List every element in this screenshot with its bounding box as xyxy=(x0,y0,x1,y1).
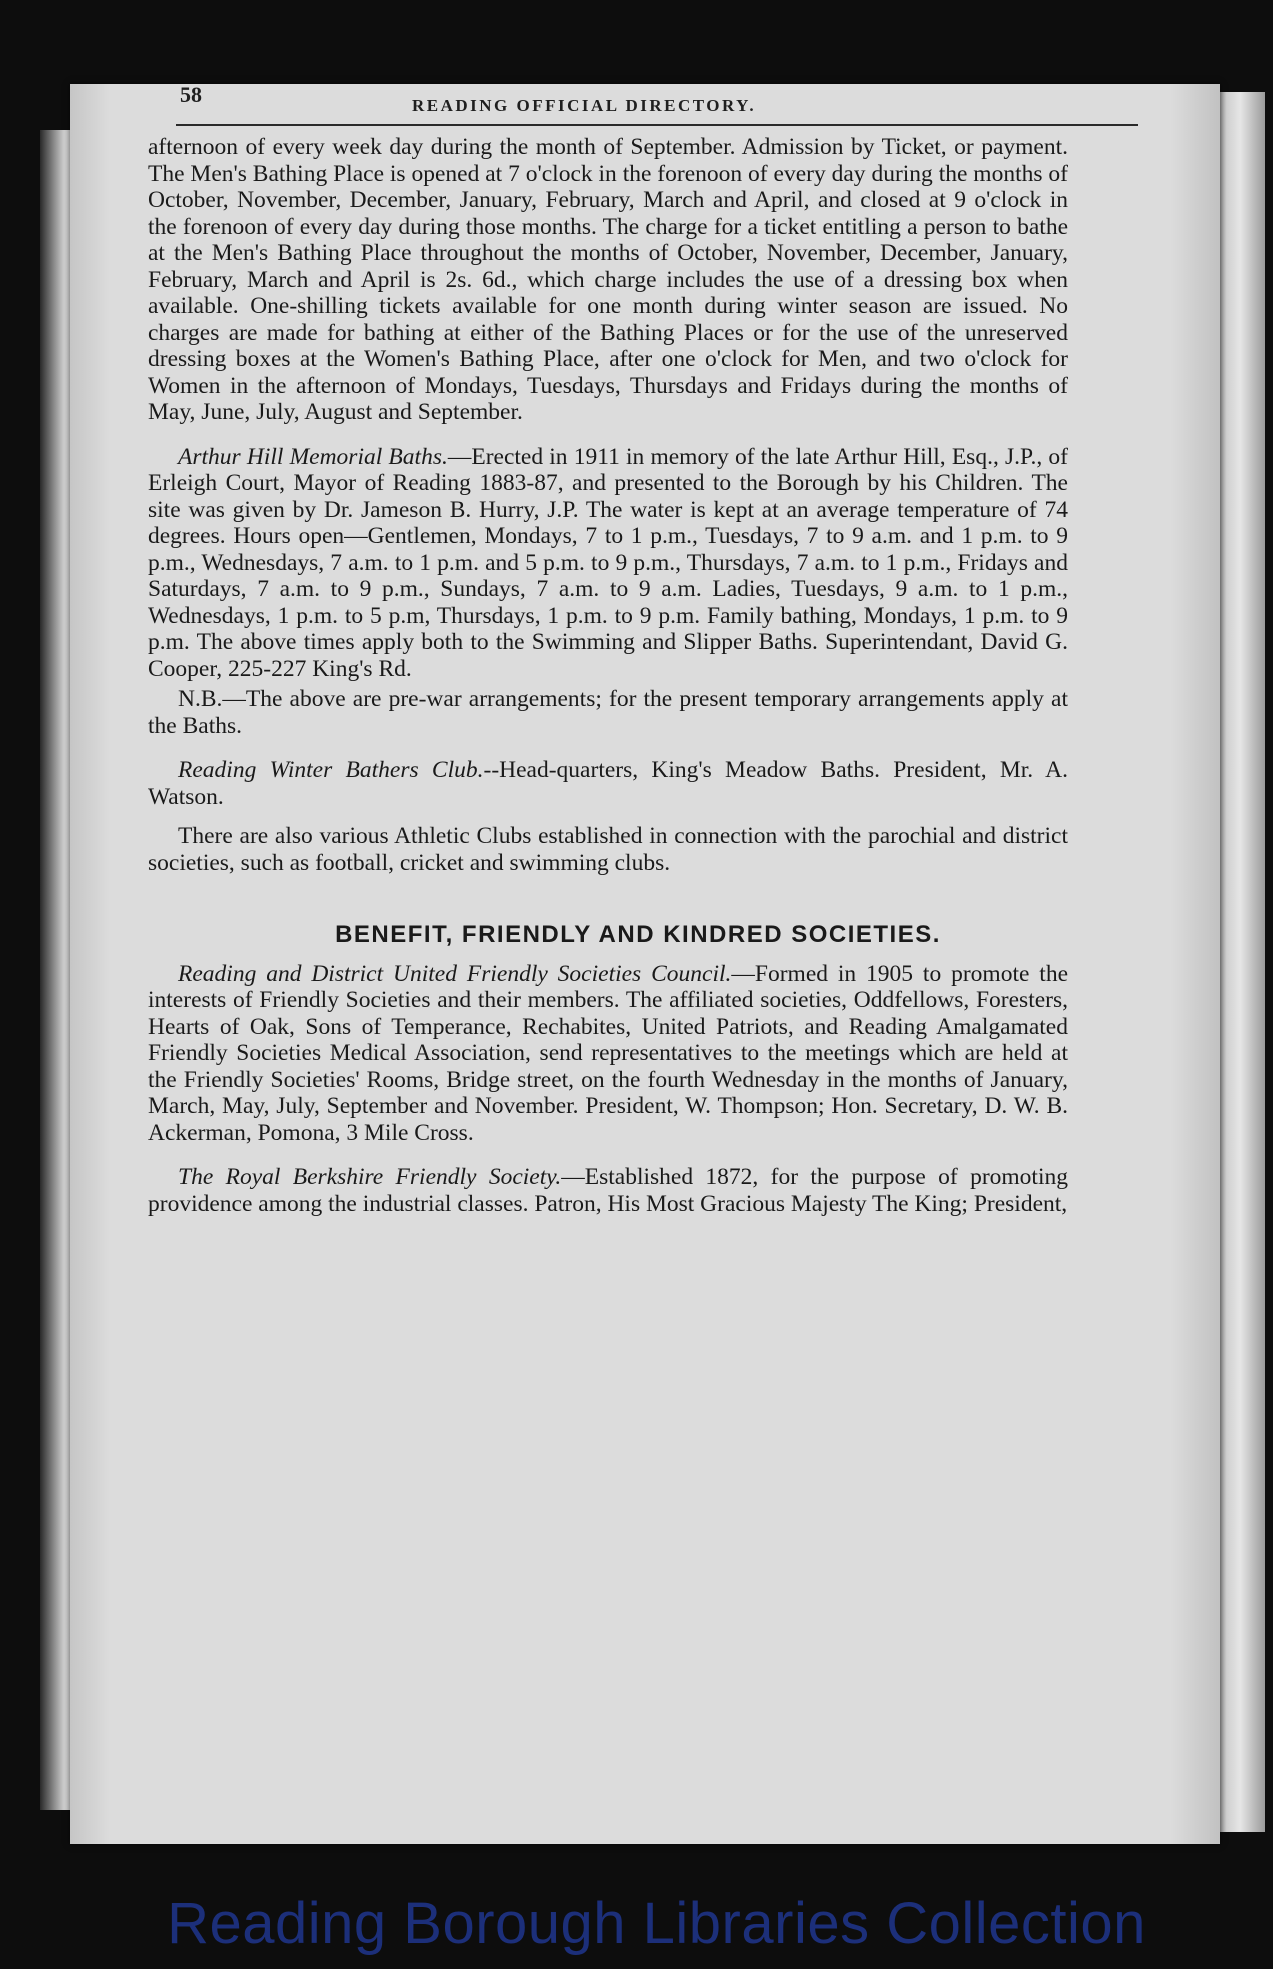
running-title: READING OFFICIAL DIRECTORY. xyxy=(412,96,757,115)
entry-title: Reading Winter Bathers Club. xyxy=(178,757,484,783)
paragraph-bathing-place: afternoon of every week day during the month of September. Admission by Ticket, or payment. The Men's Bathing Place is opened at 7 o'clock in the forenoon of every day during the months of October, November, December, January, February, March and April, and closed at 9 o'clock in the forenoon of every day during those months. The charge for a ticket entitling a person to bathe at the Men's Bathing Place throughout the months of October, November, December, January, February, March and April is 2s. 6d., which charge includes the use of a dressing box when available. One-shilling tickets available for one month during winter season are issued. No charges are made for bathing at either of the Bathing Places or for the use of the unreserved dressing boxes at the Women's Bathing Place, after one o'clock for Men, and two o'clock for Women in the afternoon of Mondays, Tuesdays, Thursdays and Fridays during the months of May, June, July, August and September. xyxy=(148,134,1068,425)
entry-body: —Formed in 1905 to promote the interests of Friendly Societies and their members. The affiliated societies, Oddfellows, Foresters, Hearts of Oak, Sons of Temperance, Rechabites, United Patriots, and Reading Amalgamated Friendly Societies Medical Association, send representatives to the meetings which are held at the Friendly Societies' Rooms, Bridge street, on the fourth Wednesday in the months of January, March, May, July, September and November. President, W. Thompson; Hon. Secretary, D. W. B. Ackerman, Pomona, 3 Mile Cross. xyxy=(148,960,1069,1146)
entry-title: The Royal Berkshire Friendly Society. xyxy=(178,1164,562,1190)
page-body xyxy=(148,134,1068,1217)
page-number: 58 xyxy=(180,82,202,107)
header-rule xyxy=(176,124,1138,126)
section-heading: BENEFIT, FRIENDLY AND KINDRED SOCIETIES. xyxy=(335,921,941,948)
collection-watermark: Reading Borough Libraries Collection xyxy=(167,1891,1146,1956)
paragraph-arthur-hill-baths xyxy=(148,444,1068,683)
paragraph-friendly-societies-council xyxy=(148,961,1068,1147)
paragraph-royal-berkshire-society xyxy=(148,1164,1068,1217)
entry-body: —Erected in 1911 in memory of the late Arthur Hill, Esq., J.P., of Erleigh Court, Mayor of Reading 1883-87, and presented to the Borough by his Children. The site was given by Dr. Jameson B. Hurry, J.P. The water is kept at an average temperature of 74 degrees. Hours open—Gentlemen, Mondays, 7 to 1 p.m., Tuesdays, 7 to 9 a.m. and 1 p.m. to 9 p.m., Wednesdays, 7 a.m. to 1 p.m. and 5 p.m. to 9 p.m., Thursdays, 7 a.m. to 1 p.m., Fridays and Saturdays, 7 a.m. to 9 p.m., Sundays, 7 a.m. to 9 a.m. Ladies, Tuesdays, 9 a.m. to 1 p.m., Wednesdays, 1 p.m. to 5 p.m, Thursdays, 1 p.m. to 9 p.m. Family bathing, Mondays, 1 p.m. to 9 p.m. The above times apply both to the Swimming and Slipper Baths. Superintendant, David G. Cooper, 225-227 King's Rd. xyxy=(148,443,1068,682)
paragraph-athletic-clubs: There are also various Athletic Clubs established in connection with the parochial and district societies, such as football, cricket and swimming clubs. xyxy=(148,823,1068,876)
paragraph-nota-bene: N.B.—The above are pre-war arrangements; for the present temporary arrangements apply at the Baths. xyxy=(148,686,1068,739)
entry-body: --Head-quarters, King's Meadow Baths. President, Mr. A. Watson. xyxy=(148,757,1068,810)
entry-title: Reading and District United Friendly Societies Council. xyxy=(178,960,732,987)
entry-title: Arthur Hill Memorial Baths. xyxy=(178,443,448,470)
entry-body: —Established 1872, for the purpose of promoting providence among the industrial classes. Patron, His Most Gracious Majesty The King; President, xyxy=(148,1164,1068,1217)
paragraph-winter-bathers xyxy=(148,757,1068,810)
